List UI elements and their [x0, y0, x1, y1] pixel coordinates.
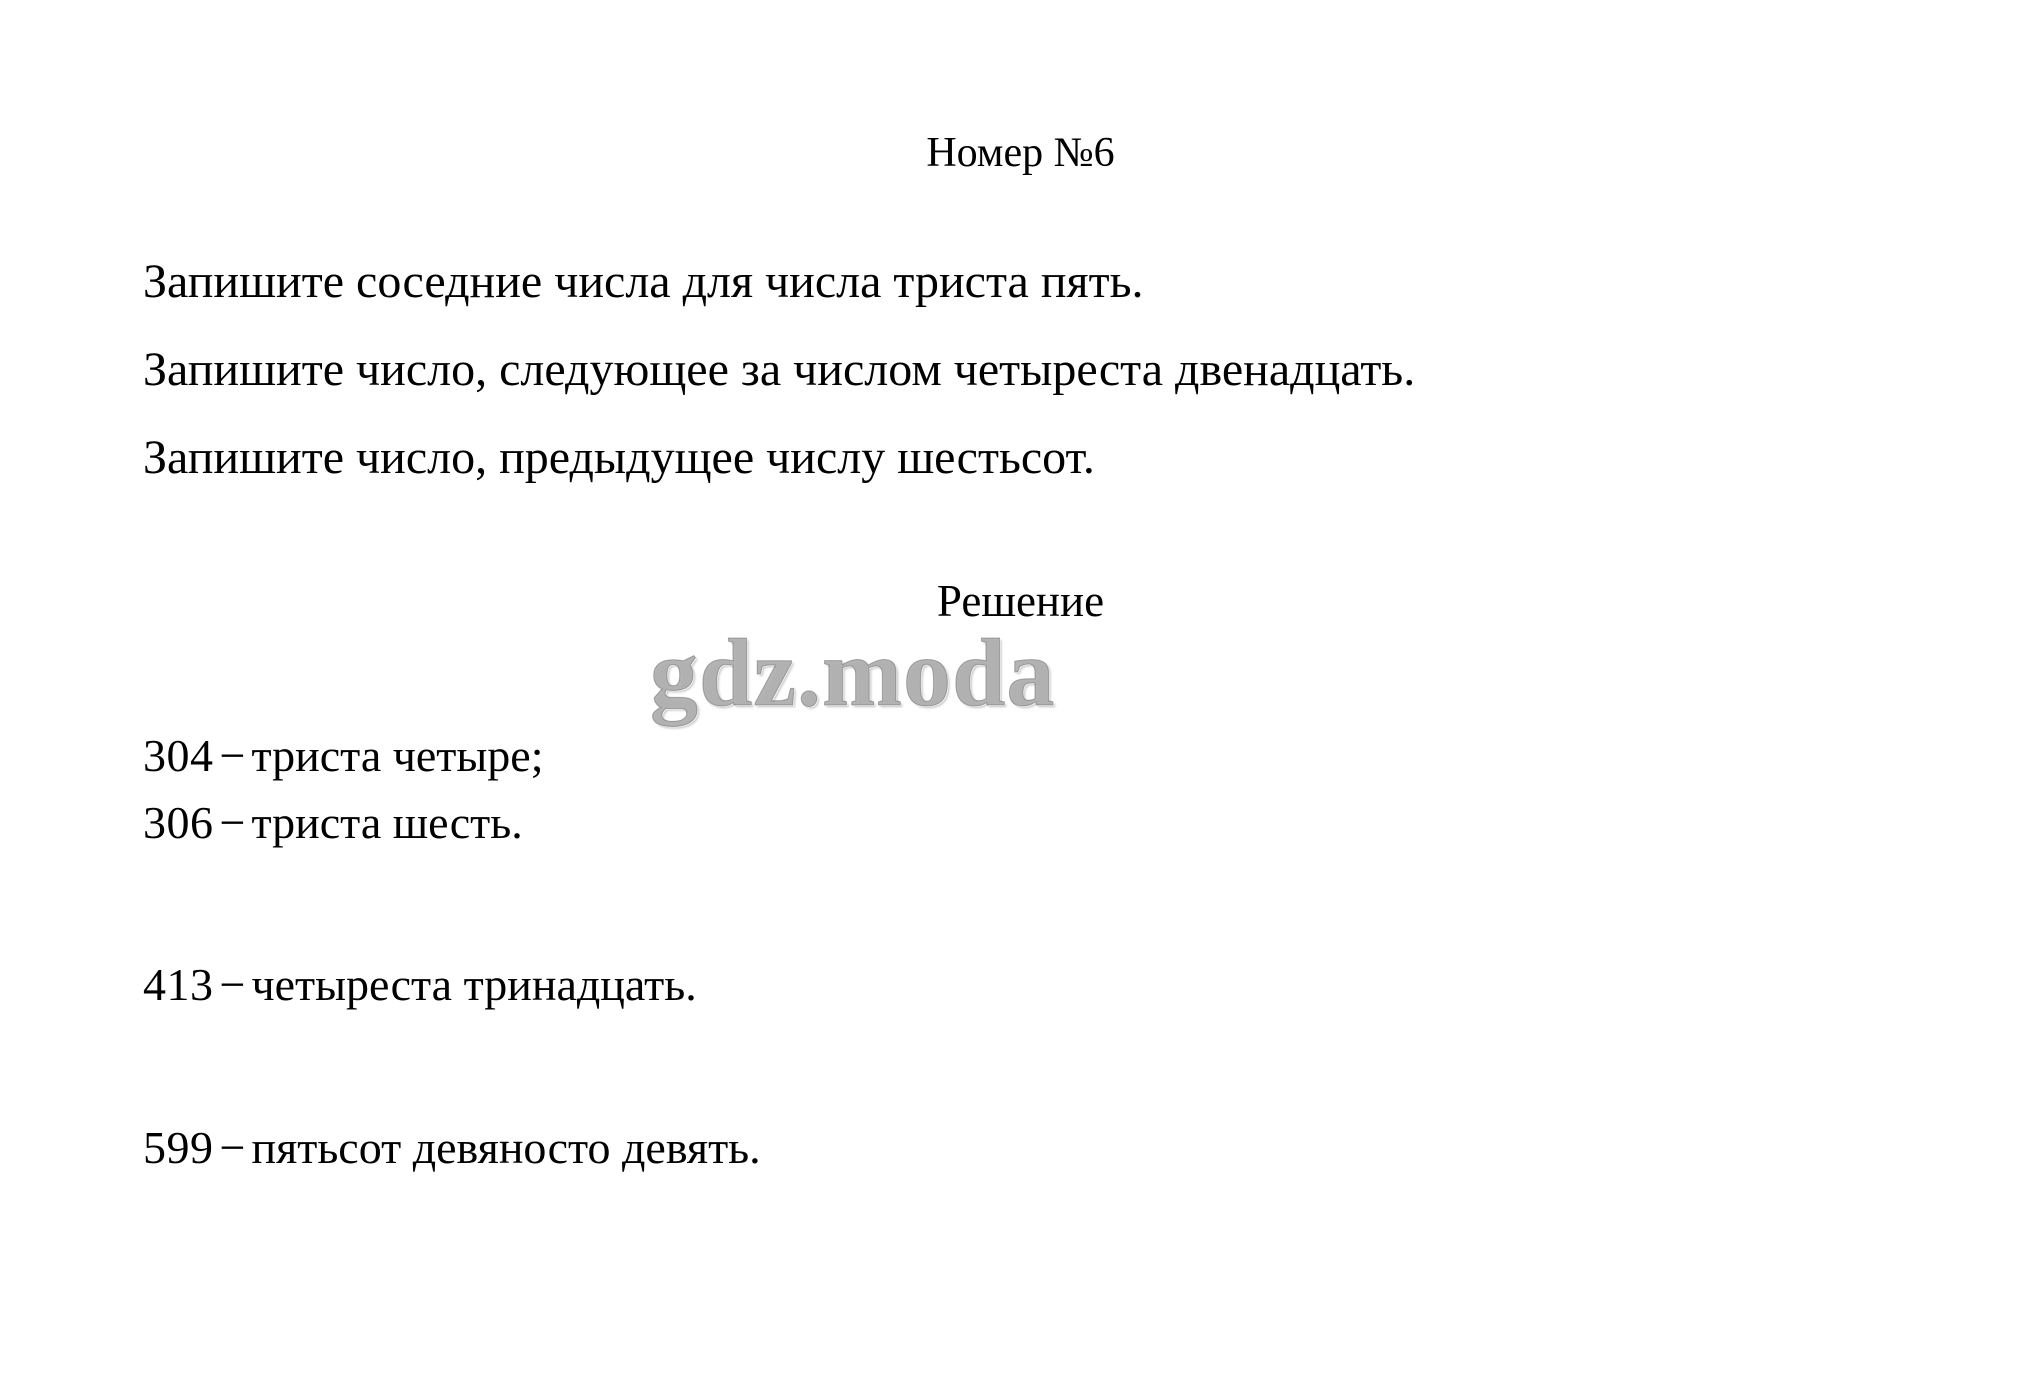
- answer-text: пятьсот девяносто девять.: [251, 1122, 761, 1174]
- task-line: Запишите число, предыдущее числу шестьсот.: [143, 431, 1095, 485]
- answer-dash: −: [219, 1122, 246, 1174]
- solution-heading: Решение: [936, 576, 1105, 626]
- watermark-logo: gdz.moda: [650, 619, 1056, 726]
- answer-text: триста четыре;: [251, 730, 544, 781]
- answer-row: [143, 790, 1923, 857]
- task-line: Запишите число, следующее за числом четыреста двенадцать.: [143, 343, 1416, 397]
- answer-number: 304: [143, 730, 214, 781]
- answer-dash: −: [219, 730, 246, 781]
- answer-text: четыреста тринадцать.: [251, 959, 697, 1011]
- answer-row: [143, 723, 1923, 790]
- answer-dash: −: [219, 959, 246, 1011]
- answer-dash: −: [219, 796, 246, 848]
- answer-list: [143, 723, 1923, 1182]
- answer-text: триста шесть.: [251, 796, 523, 848]
- answer-number: 599: [143, 1122, 214, 1174]
- task-statement-block: [143, 248, 1923, 512]
- answer-spacer: [143, 856, 1923, 952]
- answer-row: [143, 952, 1923, 1019]
- task-line: Запишите соседние числа для числа триста пять.: [143, 255, 1144, 308]
- answer-row: [143, 1115, 1923, 1182]
- answer-number: 413: [143, 959, 214, 1011]
- answer-number: 306: [143, 796, 214, 848]
- page-title: Номер №6: [926, 130, 1115, 176]
- answer-spacer: [143, 1019, 1923, 1115]
